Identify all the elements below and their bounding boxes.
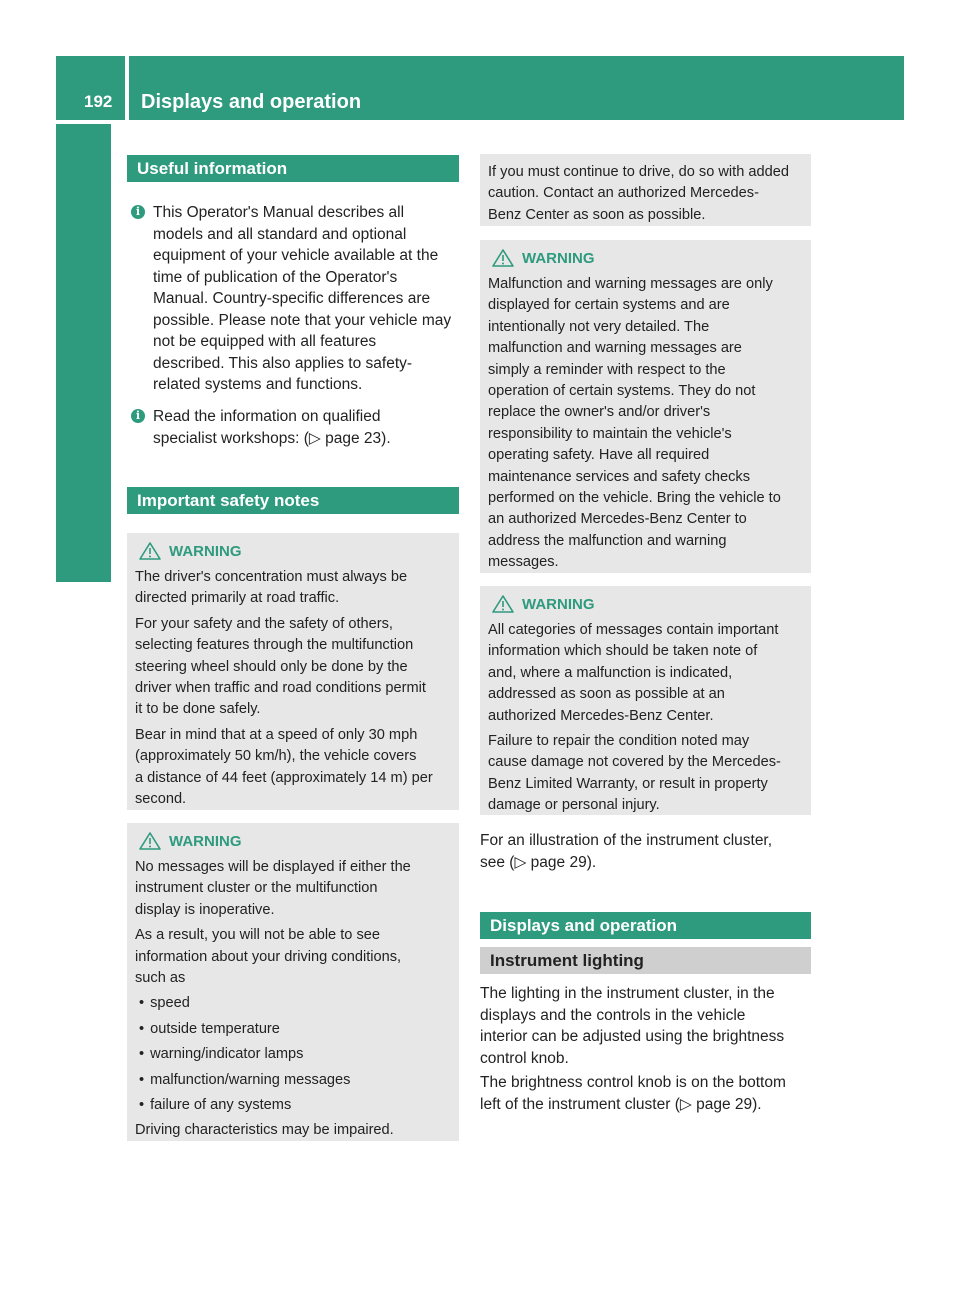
- warning-header: [135, 541, 451, 561]
- warning-triangle-icon: [139, 832, 161, 850]
- warning-paragraph: As a result, you will not be able to see information about your driving conditions, such as: [135, 927, 402, 987]
- lighting-paragraph-1: The lighting in the instrument cluster, in the displays and the controls in the vehicle interior can be adjusted using the brightness control knob.: [480, 985, 785, 1067]
- warning-paragraph: No messages will be displayed if either the instrument cluster or the multifunction display is inoperative.: [135, 859, 411, 918]
- warning-header: [488, 248, 803, 268]
- warning-paragraph: All categories of messages contain important information which should be taken note of and, where a malfunction is indicated, addressed as soon as possible at an authorized Mercedes-Benz Center.: [488, 622, 779, 724]
- warning-box-4: [480, 586, 811, 815]
- info-note-2: [131, 406, 461, 449]
- warning-paragraph: If you must continue to drive, do so with added caution. Contact an authorized Mercedes- Benz Center as soon as possible.: [488, 164, 789, 223]
- warning-label: WARNING: [522, 249, 595, 267]
- warning-box-1: [127, 533, 459, 810]
- warning-label: WARNING: [169, 832, 242, 850]
- warning-header: [488, 594, 803, 614]
- safety-notes-heading: Important safety notes: [127, 487, 459, 514]
- warning-paragraph: Failure to repair the condition noted may cause damage not covered by the Mercedes- Benz Limited Warranty, or result in property damage or personal injury.: [488, 733, 781, 814]
- warning-paragraph: Malfunction and warning messages are only displayed for certain systems and are intentionally not very detailed. The malfunction and warning messages are simply a reminder with respect to the operation of certain systems. They do not replace the owner's and/or driver's responsibility to maintain the vehicle's operating safety. Have all required maintenance services and safety checks performed on the vehicle. Bring the vehicle to an authorized Mercedes-Benz Center to address the malfunction and warning messages.: [488, 276, 781, 571]
- list-item: • speed: [139, 993, 451, 1014]
- page-title: Displays and operation: [141, 91, 362, 113]
- lighting-paragraph-2: The brightness control knob is on the bottom left of the instrument cluster (▷ page 29).: [480, 1072, 820, 1115]
- info-note-1: [131, 202, 461, 396]
- illustration-paragraph: For an illustration of the instrument cluster, see (▷ page 29).: [480, 830, 811, 873]
- list-item: • failure of any systems: [139, 1095, 451, 1116]
- instrument-lighting-heading: Instrument lighting: [480, 947, 811, 974]
- warning-label: WARNING: [169, 542, 242, 560]
- info-note-1-text: This Operator's Manual describes all models and all standard and optional equipment of your vehicle available at the time of publication of the Operator's Manual. Country-specific differences are possible. Please note that your vehicle may not be equipped with all features described. This also applies to safety- related systems and functions.: [153, 204, 452, 393]
- page-reference-link[interactable]: see (▷ page 29).: [480, 853, 597, 871]
- page-reference-link[interactable]: specialist workshops: (▷ page 23).: [153, 429, 391, 447]
- warning-triangle-icon: [492, 249, 514, 267]
- warning-box-2: [127, 823, 459, 1141]
- info-icon: i: [131, 409, 145, 423]
- page-number: 192: [84, 92, 113, 111]
- list-item: • malfunction/warning messages: [139, 1070, 451, 1091]
- warning-paragraph: The driver's concentration must always be directed primarily at road traffic.: [135, 569, 408, 607]
- info-note-2-text: Read the information on qualified specialist workshops: (▷ page 23).: [153, 406, 391, 449]
- list-item: • warning/indicator lamps: [139, 1044, 451, 1065]
- warning-label: WARNING: [522, 595, 595, 613]
- useful-info-heading: Useful information: [127, 155, 459, 182]
- warning-paragraph: Driving characteristics may be impaired.: [135, 1122, 394, 1139]
- displays-operation-heading: Displays and operation: [480, 912, 811, 939]
- page-reference-link[interactable]: left of the instrument cluster (▷ page 29).: [480, 1095, 762, 1113]
- warning-header: [135, 831, 451, 851]
- warning-paragraph: Bear in mind that at a speed of only 30 mph (approximately 50 km/h), the vehicle covers a distance of 44 feet (approximately 14 m) per second.: [135, 726, 433, 808]
- warning-triangle-icon: [492, 595, 514, 613]
- continued-warning-box: [480, 154, 811, 226]
- info-icon: i: [131, 205, 145, 219]
- page-header-bar: [129, 56, 904, 120]
- warning-triangle-icon: [139, 542, 161, 560]
- warning-box-3: [480, 240, 811, 573]
- side-tab-label: On-board computer and displays: [84, 188, 107, 518]
- list-item: • outside temperature: [139, 1019, 451, 1040]
- warning-paragraph: For your safety and the safety of others, selecting features through the multifunction steering wheel should only be done by the driver when traffic and road conditions permit it to be done safely.: [135, 615, 426, 718]
